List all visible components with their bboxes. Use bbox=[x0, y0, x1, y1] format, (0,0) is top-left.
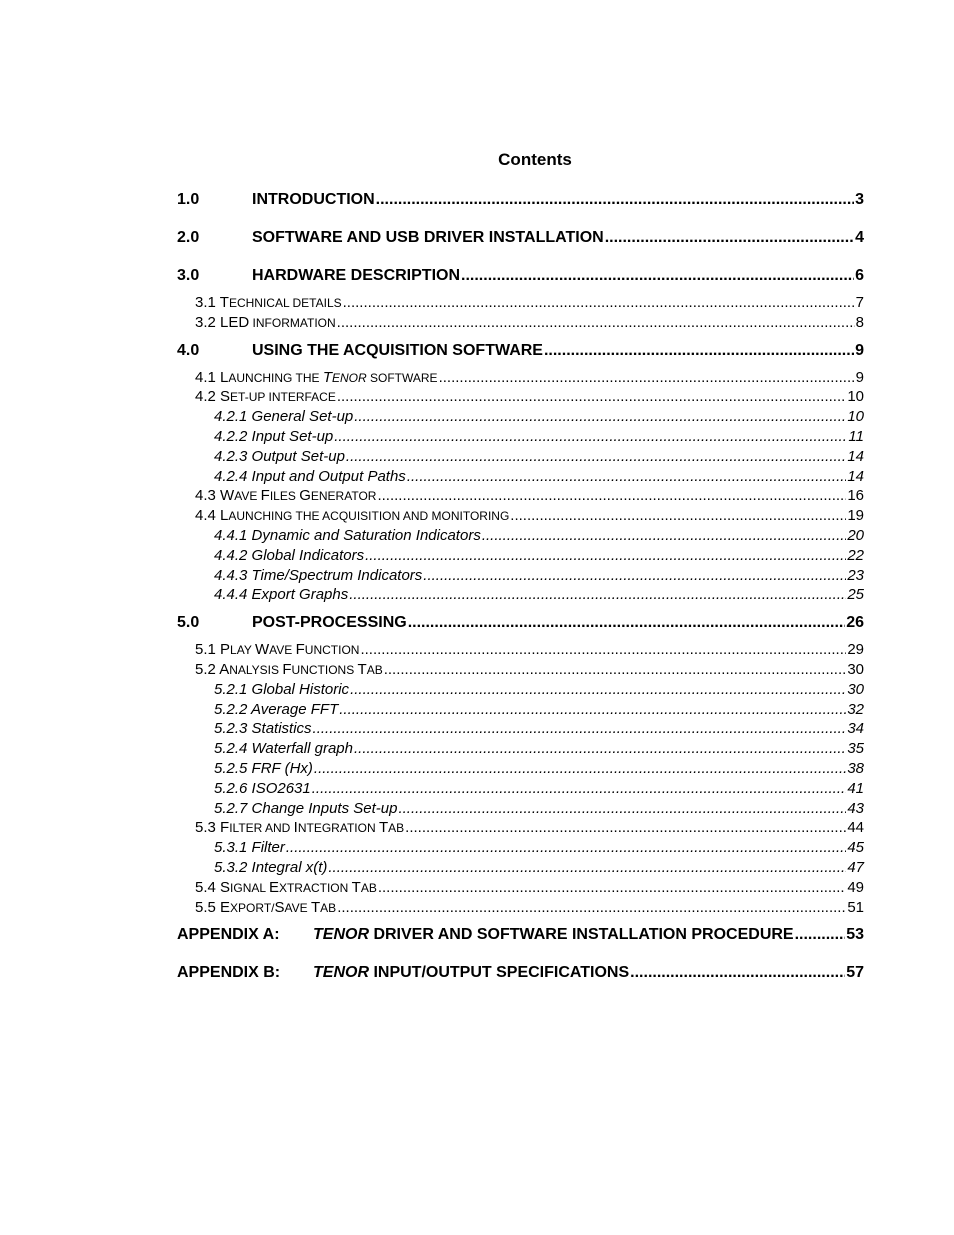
page-number: 45 bbox=[847, 839, 864, 857]
page-number: 29 bbox=[847, 641, 864, 659]
toc-subentry[interactable]: 3.2 LED INFORMATION ..... 8 bbox=[177, 313, 864, 333]
toc-subentry[interactable]: 5.5 EXPORT/SAVE TAB ..... 51 bbox=[177, 898, 864, 918]
toc-subentry[interactable]: 5.4 SIGNAL EXTRACTION TAB ..... 49 bbox=[177, 878, 864, 898]
page-number: 53 bbox=[846, 926, 864, 944]
toc-subsubentry[interactable]: 4.4.2 Global Indicators ..... 22 bbox=[177, 546, 864, 566]
page-number: 41 bbox=[847, 779, 864, 797]
page-number: 22 bbox=[847, 546, 864, 564]
page-number: 38 bbox=[847, 759, 864, 777]
page-title: Contents bbox=[498, 150, 572, 169]
page-number: 9 bbox=[855, 368, 864, 386]
page-number: 19 bbox=[847, 507, 864, 525]
page-number: 34 bbox=[847, 720, 864, 738]
page-number: 51 bbox=[847, 898, 864, 916]
toc-entry[interactable]: 3.0 HARDWARE DESCRIPTION ..... 6 bbox=[177, 265, 864, 287]
page-number: 14 bbox=[847, 447, 864, 465]
page-number: 8 bbox=[855, 313, 864, 331]
toc-entry-appendix-b[interactable]: APPENDIX B: TENOR INPUT/OUTPUT SPECIFICATIONS ..... 57 bbox=[177, 962, 864, 984]
toc-subsubentry[interactable]: 5.2.2 Average FFT ..... 32 bbox=[177, 700, 864, 720]
page-number: 11 bbox=[848, 427, 864, 445]
toc-subsubentry[interactable]: 5.2.3 Statistics ..... 34 bbox=[177, 719, 864, 739]
toc-subsubentry[interactable]: 5.3.1 Filter ..... 45 bbox=[177, 838, 864, 858]
toc-subsubentry[interactable]: 5.2.6 ISO2631 ..... 41 bbox=[177, 779, 864, 799]
toc-entry-appendix-a[interactable]: APPENDIX A: TENOR DRIVER AND SOFTWARE INSTALLATION PROCEDURE ..... 53 bbox=[177, 924, 864, 946]
page-number: 32 bbox=[847, 700, 864, 718]
toc-subentry[interactable]: 4.4 LAUNCHING THE ACQUISITION AND MONITORING ..... 19 bbox=[177, 506, 864, 526]
toc-entry[interactable]: 4.0 USING THE ACQUISITION SOFTWARE ..... 9 bbox=[177, 340, 864, 362]
page-number: 47 bbox=[847, 858, 864, 876]
page-number: 6 bbox=[855, 267, 864, 284]
page-number: 7 bbox=[855, 294, 864, 311]
toc-subsubentry[interactable]: 4.2.3 Output Set-up ..... 14 bbox=[177, 447, 864, 467]
toc-subsubentry[interactable]: 5.3.2 Integral x(t) ..... 47 bbox=[177, 858, 864, 878]
page-number: 3 bbox=[855, 191, 864, 208]
page-number: 4 bbox=[855, 229, 864, 246]
toc-subsubentry[interactable]: 4.4.3 Time/Spectrum Indicators ..... 23 bbox=[177, 566, 864, 586]
toc-subentry[interactable]: 4.2 SET-UP INTERFACE ..... 10 bbox=[177, 387, 864, 407]
toc-subsubentry[interactable]: 4.2.1 General Set-up ..... 10 bbox=[177, 407, 864, 427]
toc-entry[interactable]: 5.0 POST-PROCESSING ..... 26 bbox=[177, 612, 864, 634]
toc-subentry[interactable]: 3.1 TECHNICAL DETAILS ..... 7 bbox=[177, 293, 864, 313]
page-number: 44 bbox=[847, 819, 864, 837]
page-number: 16 bbox=[847, 487, 864, 505]
page-number: 35 bbox=[847, 740, 864, 758]
toc-subentry[interactable]: 4.1 LAUNCHING THE TENOR SOFTWARE ..... 9 bbox=[177, 368, 864, 388]
toc-subsubentry[interactable]: 4.4.4 Export Graphs ..... 25 bbox=[177, 585, 864, 605]
page-number: 14 bbox=[847, 467, 864, 485]
toc-entry[interactable]: 2.0 SOFTWARE AND USB DRIVER INSTALLATION ..... 4 bbox=[177, 227, 864, 249]
toc-subsubentry[interactable]: 5.2.4 Waterfall graph ..... 35 bbox=[177, 739, 864, 759]
toc-subsubentry[interactable]: 4.4.1 Dynamic and Saturation Indicators ..... 20 bbox=[177, 526, 864, 546]
page-number: 23 bbox=[847, 566, 864, 584]
toc-subsubentry[interactable]: 5.2.7 Change Inputs Set-up ..... 43 bbox=[177, 799, 864, 819]
page-number: 49 bbox=[847, 878, 864, 896]
page-number: 9 bbox=[855, 341, 864, 359]
page-number: 30 bbox=[847, 660, 864, 678]
page-number: 10 bbox=[847, 408, 864, 426]
page-number: 30 bbox=[847, 680, 864, 698]
toc-entry[interactable]: 1.0 INTRODUCTION ..... 3 bbox=[177, 189, 864, 211]
toc-subsubentry[interactable]: 5.2.1 Global Historic ..... 30 bbox=[177, 680, 864, 700]
toc-subsubentry[interactable]: 4.2.2 Input Set-up ..... 11 bbox=[177, 427, 864, 447]
page-number: 26 bbox=[846, 614, 864, 632]
page-number: 20 bbox=[847, 526, 864, 544]
page-number: 57 bbox=[846, 964, 864, 982]
toc-subsubentry[interactable]: 4.2.4 Input and Output Paths ..... 14 bbox=[177, 467, 864, 487]
toc-subentry[interactable]: 5.2 ANALYSIS FUNCTIONS TAB ..... 30 bbox=[177, 660, 864, 680]
toc-subentry[interactable]: 5.1 PLAY WAVE FUNCTION ..... 29 bbox=[177, 640, 864, 660]
page-number: 43 bbox=[847, 799, 864, 817]
toc-subentry[interactable]: 5.3 FILTER AND INTEGRATION TAB ..... 44 bbox=[177, 818, 864, 838]
page-number: 25 bbox=[847, 586, 864, 604]
toc-subentry[interactable]: 4.3 WAVE FILES GENERATOR ..... 16 bbox=[177, 486, 864, 506]
page-number: 10 bbox=[847, 388, 864, 406]
table-of-contents bbox=[177, 189, 864, 984]
toc-subsubentry[interactable]: 5.2.5 FRF (Hx) ..... 38 bbox=[177, 759, 864, 779]
